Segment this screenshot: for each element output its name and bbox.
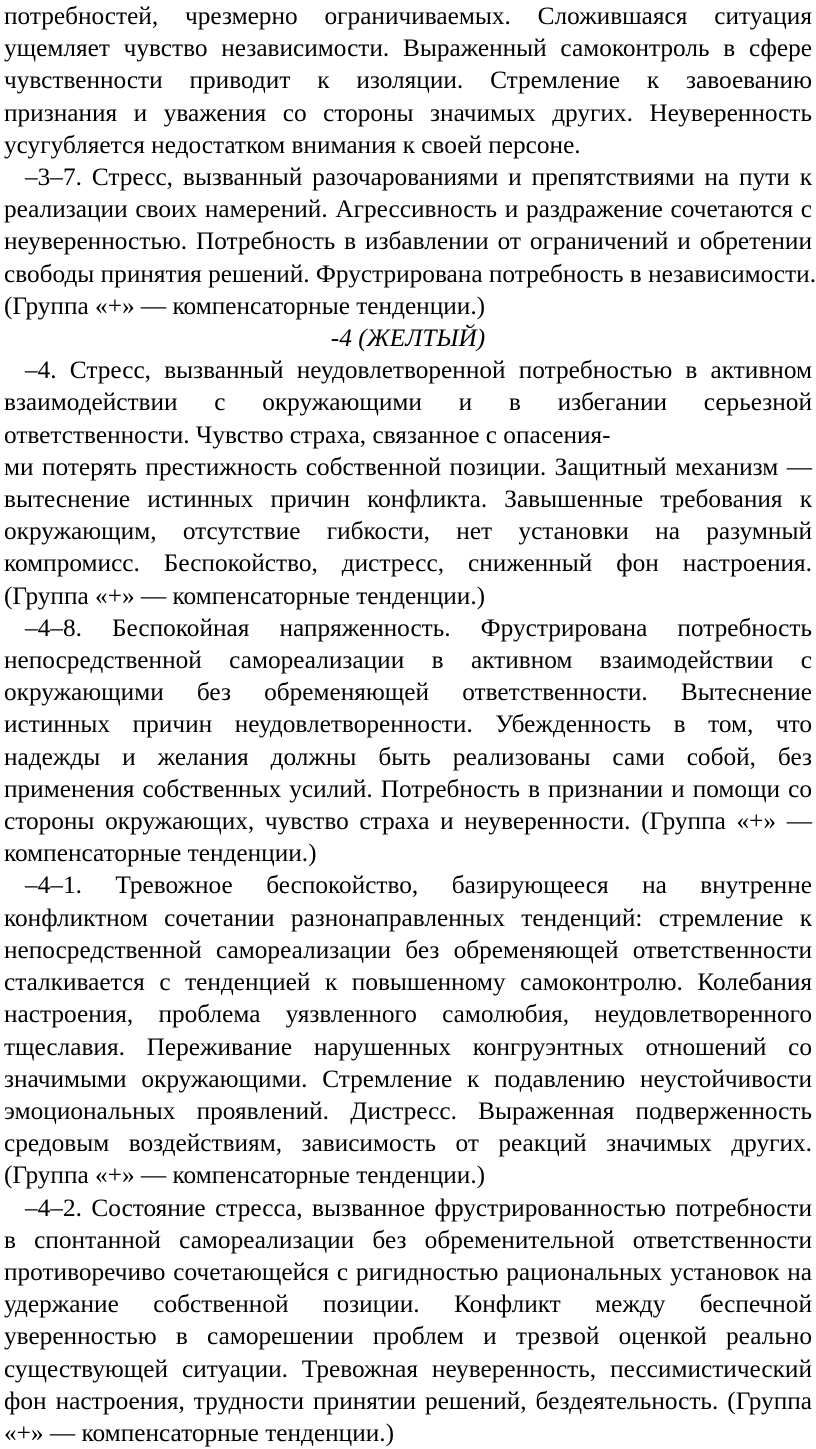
text-line: потребностей, чрезмерно ограничиваемых. Сложившаяся ситуация: [4, 2, 812, 30]
text-line: взаимодействии с окружающими и в избегании серьезной: [4, 388, 812, 417]
paragraph: [4, 354, 812, 612]
text-line: сталкивается с тенденцией к повышенному самоконтролю. Колебания: [4, 968, 812, 997]
text-line: истинных причин неудовлетворенности. Убежденность в том, что: [4, 710, 812, 739]
text-line: фон настроения, трудности принятии решений, бездеятельность. (Группа: [4, 1386, 812, 1415]
text-line: применения собственных усилий. Потребность в признании и помощи со: [4, 774, 812, 803]
text-line: окружающими без обременяющей ответственности. Вытеснение: [4, 678, 812, 707]
text-line: –4–2. Состояние стресса, вызванное фрустрированностью потребности: [25, 1193, 812, 1222]
text-line: –4–8. Беспокойная напряженность. Фрустрирована потребность: [25, 613, 812, 642]
text-line: конфликтном сочетании разнонаправленных тенденций: стремление к: [4, 903, 812, 932]
text-line: вытеснение истинных причин конфликта. Завышенные требования к: [4, 485, 812, 514]
text-line: непосредственной самореализации в активном взаимодействии с: [4, 646, 812, 675]
text-line: противоречиво сочетающейся с ригидностью рациональных установок на: [4, 1257, 812, 1286]
paragraph: [4, 869, 812, 1191]
text-line: настроения, проблема уязвленного самолюбия, неудовлетворенного: [4, 1000, 812, 1029]
text-line: компенсаторные тенденции.): [4, 839, 317, 868]
text-line: усугубляется недостатком внимания к своей персоне.: [4, 130, 581, 159]
text-line: чувственности приводит к изоляции. Стремление к завоеванию: [4, 66, 812, 95]
section-heading: -4 (ЖЕЛТЫЙ): [330, 324, 486, 353]
text-line: (Группа «+» — компенсаторные тенденции.): [4, 291, 486, 320]
text-line: ущемляет чувство независимости. Выраженный самоконтроль в сфере: [4, 34, 812, 63]
text-line: свободы принятия решений. Фрустрирована потребность в независимости.: [4, 259, 816, 288]
text-line: ми потерять престижность собственной позиции. Защитный механизм —: [4, 452, 812, 481]
paragraph: [4, 0, 812, 161]
text-line: тщеславия. Переживание нарушенных конгруэнтных отношений со: [4, 1032, 812, 1061]
text-line: неуверенностью. Потребность в избавлении от ограничений и обретении: [4, 227, 812, 256]
text-line: надежды и желания должны быть реализованы сами собой, без: [4, 742, 812, 771]
text-line: средовым воздействиям, зависимость от реакций значимых других.: [4, 1129, 812, 1158]
text-line: (Группа «+» — компенсаторные тенденции.): [4, 581, 486, 610]
text-line: существующей ситуации. Тревожная неуверенность, пессимистический: [4, 1354, 812, 1383]
text-line: эмоциональных проявлений. Дистресс. Выраженная подверженность: [4, 1096, 812, 1125]
text-line: ответственности. Чувство страха, связанное с опасения-: [4, 420, 611, 449]
text-line: «+» — компенсаторные тенденции.): [4, 1418, 395, 1447]
paragraph: [4, 161, 816, 322]
text-line: признания и уважения со стороны значимых других. Неуверенность: [4, 98, 812, 127]
text-line: удержание собственной позиции. Конфликт между беспечной: [4, 1290, 812, 1319]
text-line: в спонтанной самореализации без обременительной ответственности: [4, 1225, 812, 1254]
text-line: компромисс. Беспокойство, дистресс, сниженный фон настроения.: [4, 549, 812, 578]
text-line: окружающим, отсутствие гибкости, нет установки на разумный: [4, 517, 812, 546]
paragraph: [4, 612, 812, 870]
text-line: –4–1. Тревожное беспокойство, базирующееся на внутренне: [25, 871, 812, 900]
text-line: стороны окружающих, чувство страха и неуверенности. (Группа «+» —: [4, 807, 812, 836]
text-line: значимыми окружающими. Стремление к подавлению неустойчивости: [4, 1064, 812, 1093]
text-line: уверенностью в саморешении проблем и трезвой оценкой реально: [4, 1322, 812, 1351]
text-line: –4. Стресс, вызванный неудовлетворенной потребностью в активном: [25, 356, 812, 385]
text-line: (Группа «+» — компенсаторные тенденции.): [4, 1161, 486, 1190]
text-line: непосредственной самореализации без обременяющей ответственности: [4, 935, 812, 964]
text-line: –3–7. Стресс, вызванный разочарованиями и препятствиями на пути к: [25, 163, 812, 192]
text-line: реализации своих намерений. Агрессивность и раздражение сочетаются с: [4, 195, 812, 224]
paragraph: [4, 1192, 812, 1449]
